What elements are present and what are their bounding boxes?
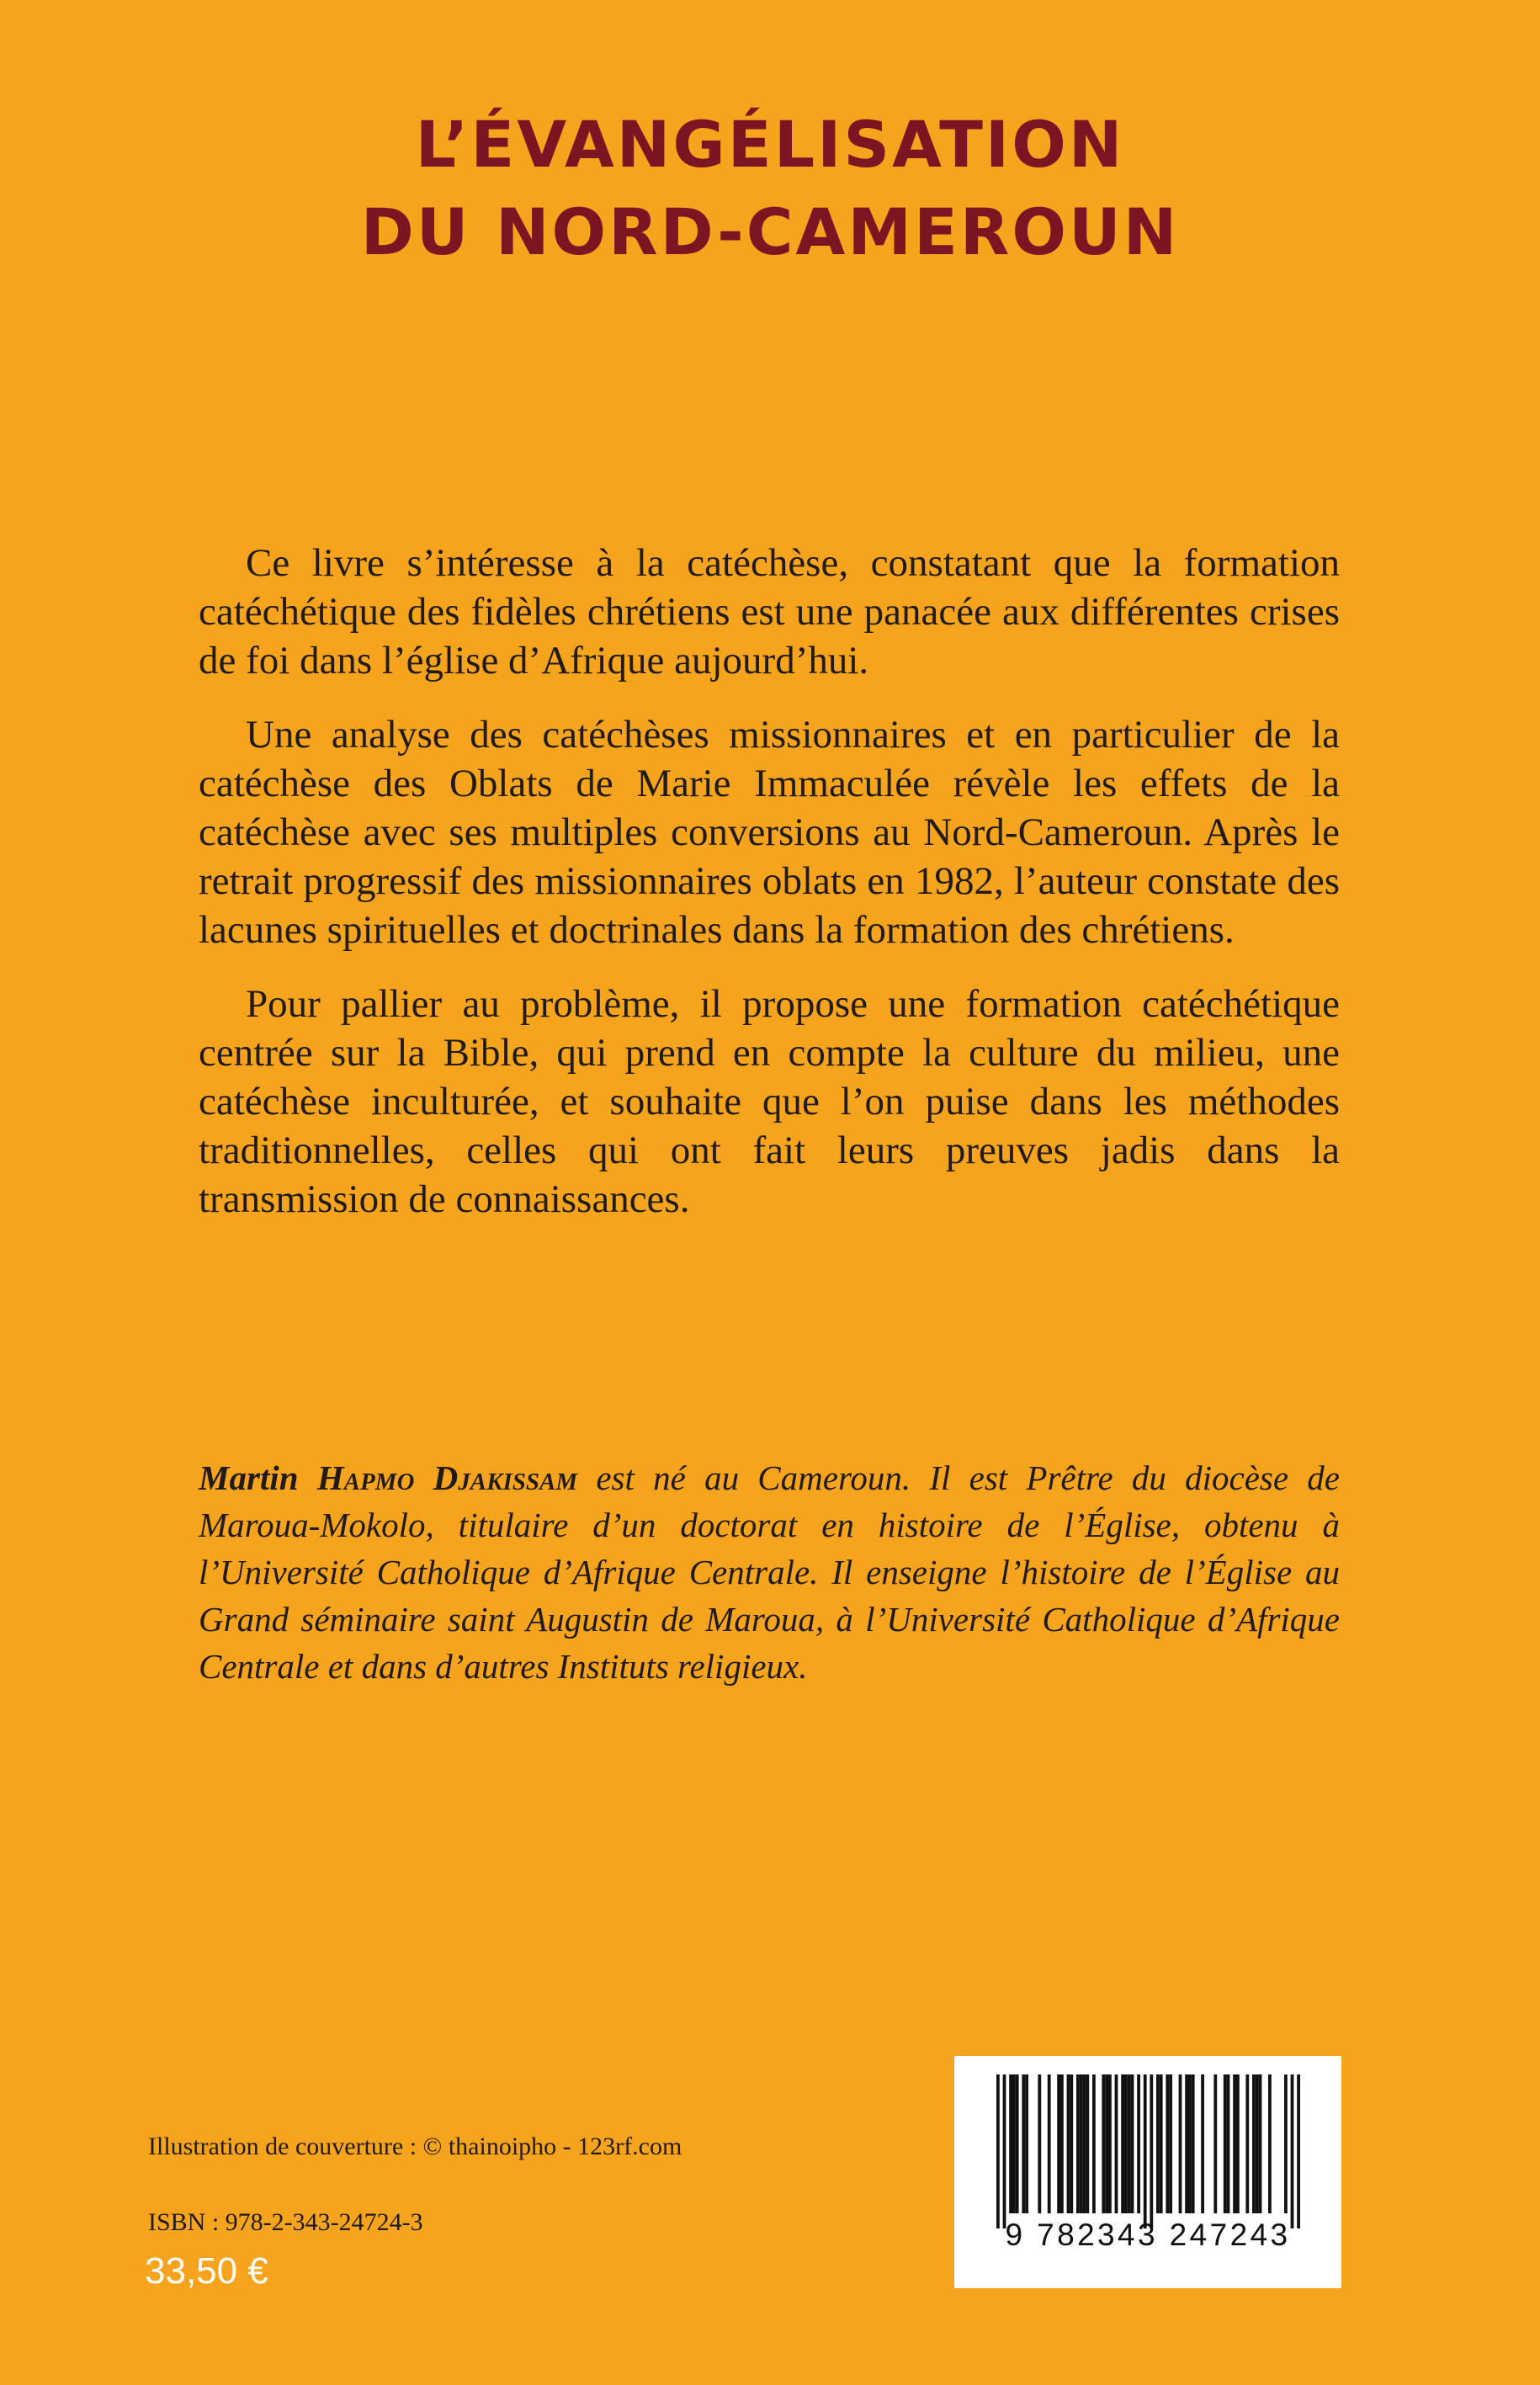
- barcode-bar: [1192, 2074, 1195, 2213]
- barcode-bar: [1038, 2074, 1041, 2213]
- barcode-bar: [1057, 2074, 1060, 2213]
- illustration-credit: Illustration de couverture : © thainoipho - 123rf.com: [148, 2133, 682, 2160]
- barcode-bar: [1268, 2074, 1272, 2213]
- barcode-bar: [1291, 2074, 1294, 2228]
- isbn: ISBN : 978-2-343-24724-3: [148, 2208, 423, 2236]
- barcode-bar: [1201, 2074, 1204, 2213]
- barcode-bar: [1213, 2074, 1217, 2213]
- summary-paragraph-2: Une analyse des catéchèses missionnaires et en particulier de la catéchèse des Oblats de Marie Immaculée révèle les effets de la catéchèse avec ses multiples conversions au Nord-Cameroun. Après le retrait progressif des missionnaires oblats en 1982, l’auteur constate des lacunes spirituelles et doctrinales dans la formation des chrétiens.: [199, 713, 1340, 952]
- barcode-bar: [1236, 2074, 1240, 2213]
- barcode-bar: [1083, 2074, 1086, 2213]
- price: 33,50 €: [145, 2250, 268, 2292]
- author-last-name: Hapmo Djakissam: [316, 1458, 578, 1497]
- barcode-bar: [1070, 2074, 1073, 2213]
- barcode-bar: [1137, 2074, 1140, 2213]
- author-name: [199, 1458, 577, 1497]
- author-bio: [199, 1454, 1340, 1690]
- barcode-bar: [1022, 2074, 1025, 2213]
- barcode-bar: [1092, 2074, 1096, 2213]
- barcode-bar: [1185, 2074, 1188, 2213]
- barcode-bar: [1227, 2074, 1230, 2213]
- barcode-bar: [1016, 2074, 1019, 2213]
- barcode-bar: [1086, 2074, 1089, 2213]
- barcode-bar: [1102, 2074, 1105, 2213]
- barcode-bar: [1297, 2074, 1300, 2228]
- barcode-bar: [1105, 2074, 1108, 2213]
- barcode-bar: [996, 2074, 1000, 2228]
- barcode-bar: [1076, 2074, 1080, 2213]
- barcode-bar: [1012, 2074, 1016, 2213]
- barcode-bar: [1156, 2074, 1160, 2213]
- barcode-bar: [1131, 2074, 1134, 2213]
- title-line-2: DU NORD-CAMEROUN: [360, 194, 1180, 269]
- barcode-bar: [1009, 2074, 1012, 2213]
- barcode-bar: [1252, 2074, 1256, 2213]
- barcode-bar: [1025, 2074, 1028, 2213]
- barcode-bar: [1259, 2074, 1262, 2213]
- barcode-bar: [1108, 2074, 1112, 2213]
- barcode-bar: [1188, 2074, 1192, 2213]
- summary-paragraph-1: Ce livre s’intéresse à la catéchèse, constatant que la formation catéchétique des fidèles chrétiens est une panacée aux différentes crises de foi dans l’église d’Afrique aujourd’hui.: [199, 541, 1340, 683]
- author-bio-text: est né au Cameroun. Il est Prêtre du diocèse de Maroua-Mokolo, titulaire d’un doctorat en histoire de l’Église, obtenu à l’Université Catholique d’Afrique Centrale. Il enseigne l’histoire de l’Église au Grand séminaire saint Augustin de Maroua, à l’Université Catholique d’Afrique Centrale et dans d’autres Instituts religieux.: [199, 1458, 1340, 1686]
- barcode-bar: [1284, 2074, 1288, 2213]
- summary: [199, 539, 1340, 1249]
- barcode-bar: [1128, 2074, 1131, 2213]
- barcode-bar: [1245, 2074, 1249, 2213]
- barcode-bar: [1003, 2074, 1006, 2228]
- title-line-1: L’ÉVANGÉLISATION: [415, 107, 1125, 182]
- author-first-name: Martin: [199, 1458, 299, 1497]
- barcode-bar: [1124, 2074, 1128, 2213]
- barcode-bar: [1166, 2074, 1169, 2213]
- barcode-bar: [1150, 2074, 1153, 2228]
- barcode-bar: [1224, 2074, 1227, 2213]
- barcode-bar: [1256, 2074, 1259, 2213]
- barcode-digits: 9 782343 247243: [1005, 2218, 1291, 2252]
- summary-paragraph-3: Pour pallier au problème, il propose une formation catéchétique centrée sur la Bible, qui prend en compte la culture du milieu, une catéchèse inculturée, et souhaite que l’on puise dans les méthodes traditionnelles, celles qui ont fait leurs preuves jadis dans la transmission de connaissances.: [199, 982, 1340, 1221]
- barcode-bars: [954, 2056, 1341, 2288]
- barcode-bar: [1160, 2074, 1163, 2213]
- barcode-bar: [1080, 2074, 1083, 2213]
- barcode-bar: [1179, 2074, 1182, 2213]
- barcode-bar: [1169, 2074, 1172, 2213]
- barcode-bar: [1233, 2074, 1236, 2213]
- barcode-bar: [1060, 2074, 1064, 2213]
- book-title: [0, 101, 1540, 276]
- barcode-bar: [1067, 2074, 1070, 2213]
- barcode-bar: [1121, 2074, 1124, 2213]
- barcode-bar: [1048, 2074, 1051, 2213]
- barcode: [954, 2056, 1341, 2288]
- barcode-bar: [1115, 2074, 1118, 2213]
- barcode-bar: [1144, 2074, 1147, 2228]
